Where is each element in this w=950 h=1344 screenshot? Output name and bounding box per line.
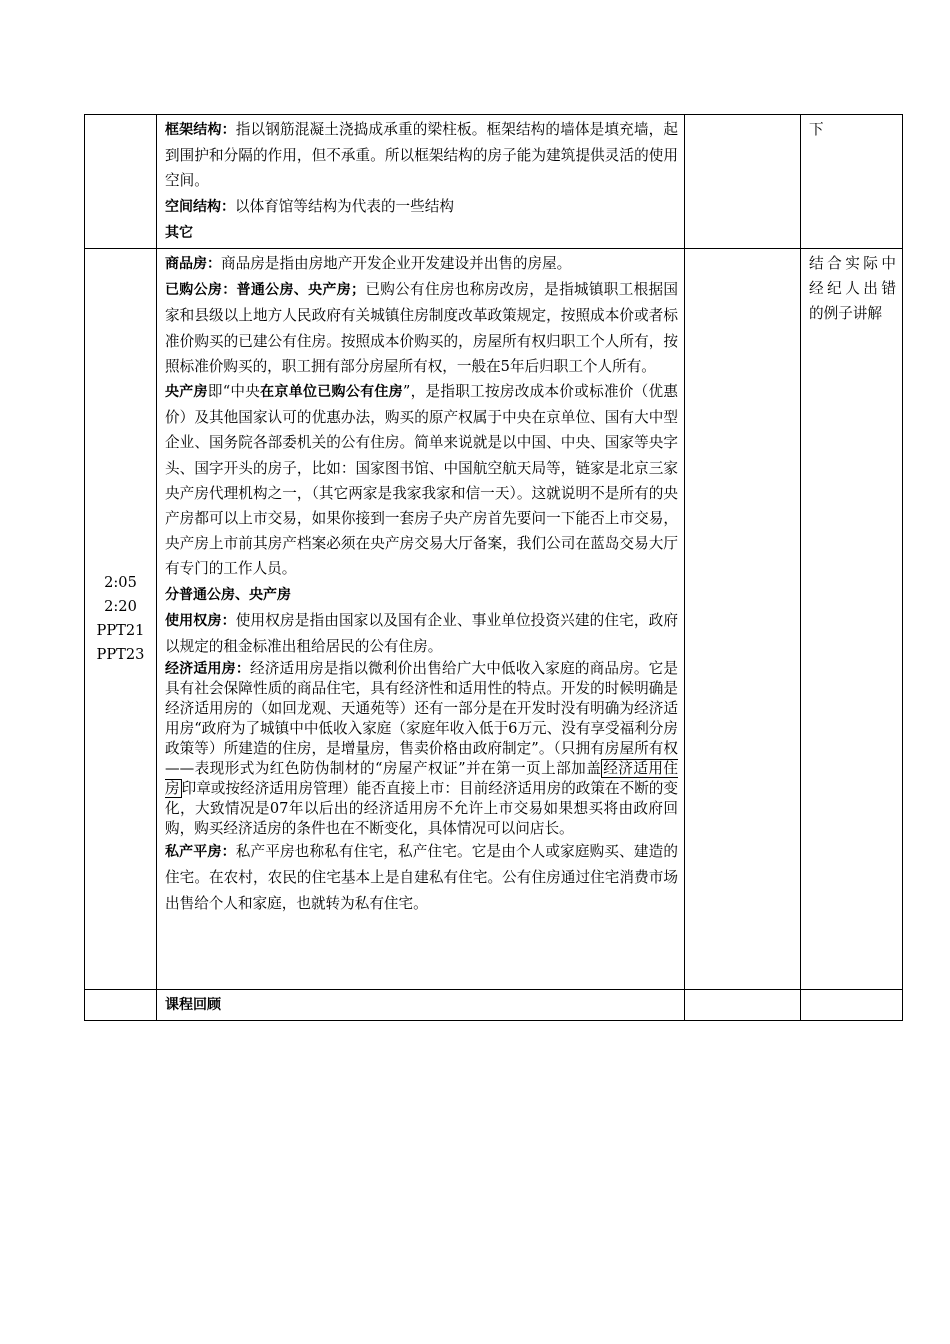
- central-housing-title: 央产房: [165, 384, 208, 401]
- time-cell: [85, 990, 157, 1021]
- use-right-housing-text: 使用权房是指由国家以及国有企业、事业单位投资兴建的住宅，政府以规定的租金标准出租给居民的公有住房。: [165, 611, 678, 656]
- content-cell: [157, 249, 685, 990]
- material-cell: [685, 990, 801, 1021]
- other-title: 其它: [165, 224, 193, 241]
- affordable-housing-text-cont: 印章或按经济适用房管理）能否直接上市：目前经济适用房的政策在不断的变化，大致情况是07年以后出的经济适用房不允许上市交易如果想买将由政府回购，购买经济适房的条件也在不断变化，具体情况可以问店长。: [165, 780, 678, 838]
- content-cell: [157, 115, 685, 249]
- purchased-public-housing-title: 已购公房：普通公房、央产房；: [165, 282, 366, 299]
- commodity-housing-title: 商品房：: [165, 256, 221, 273]
- table-row: [85, 115, 903, 249]
- note-cell: [801, 115, 903, 249]
- split-paragraph: [165, 582, 678, 608]
- central-housing-text: ”，是指职工按房改成本价或标准价（优惠价）及其他国家认可的优惠办法，购买的原产权属于中央在京单位、国有大中型企业、国务院各部委机关的公有住房。简单来说就是以中国、中央、国家等央字头、国字开头的房子，比如：国家图书馆、中国航空航天局等，链家是北京三家央产房代理机构之一，（其它两家是我家我家和信一天）。这就说明不是所有的央产房都可以上市交易，如果你接到一套房子央产房首先要问一下能否上市交易，央产房上市前其房产档案必须在央产房交易大厅备案，我们公司在蓝岛交易大厅有专门的工作人员。: [165, 383, 679, 578]
- commodity-housing-paragraph: [165, 251, 678, 277]
- note-cell: [801, 990, 903, 1021]
- material-cell: [685, 249, 801, 990]
- time-cell: [85, 249, 157, 990]
- affordable-housing-text: 经济适用房是指以微利价出售给广大中低收入家庭的商品房。它是具有社会保障性质的商品住宅，具有经济性和适用性的特点。开发的时候明确是经济适用房的（如回龙观、天通苑等）还有一部分是在开发时没有明确为经济适用房“政府为了城镇中中低收入家庭（家庭年收入低于6万元、没有享受福利分房政策等）所建造的住房，是增量房，售卖价格由政府制定”。（只拥有房屋所有权——表现形式为红色防伪制材的“房屋产权证”并在第一页上部加盖: [165, 660, 679, 778]
- content-cell: [157, 990, 685, 1021]
- private-housing-paragraph: [165, 839, 678, 916]
- use-right-housing-paragraph: [165, 608, 678, 659]
- material-cell: [685, 115, 801, 249]
- ppt-end: PPT23: [96, 646, 145, 664]
- purchased-public-housing-paragraph: [165, 277, 678, 379]
- space-structure-paragraph: [165, 194, 678, 220]
- use-right-housing-title: 使用权房：: [165, 612, 236, 629]
- central-housing-bold-term: 在京单位已购公有住房: [260, 384, 403, 401]
- affordable-housing-stamp-term: 经济适用住房: [165, 760, 678, 798]
- lesson-plan-table: [84, 114, 903, 1021]
- table-row: [85, 990, 903, 1021]
- commodity-housing-text: 商品房是指由房地产开发企业开发建设并出售的房屋。: [221, 255, 572, 273]
- split-title: 分普通公房、央产房: [165, 586, 291, 603]
- frame-structure-text: 指以钢筋混凝土浇捣成承重的梁柱板。框架结构的墙体是填充墙，起到围护和分隔的作用，但不承重。所以框架结构的房子能为建筑提供灵活的使用空间。: [165, 121, 678, 190]
- time-cell: [85, 115, 157, 249]
- other-paragraph: [165, 220, 678, 246]
- note-text: 下: [809, 121, 824, 138]
- review-paragraph: [165, 992, 678, 1018]
- central-housing-text-prefix: 即“中央: [207, 383, 261, 401]
- private-housing-title: 私产平房：: [165, 844, 236, 861]
- frame-structure-paragraph: [165, 117, 678, 194]
- ppt-start: PPT21: [96, 622, 145, 640]
- central-housing-paragraph: [165, 379, 678, 582]
- affordable-housing-title: 经济适用房：: [165, 661, 251, 678]
- space-structure-title: 空间结构：: [165, 198, 235, 215]
- frame-structure-title: 框架结构：: [165, 122, 236, 138]
- purchased-public-housing-text: 已购公有住房也称房改房，是指城镇职工根据国家和县级以上地方人民政府有关城镇住房制度改革政策规定，按照成本价或者标准价购买的已建公有住房。按照成本价购买的，房屋所有权归职工个人所有，按照标准价购买的，职工拥有部分房屋所有权，一般在5年后归职工个人所有。: [165, 281, 678, 375]
- space-structure-text: 以体育馆等结构为代表的一些结构: [235, 197, 454, 215]
- affordable-housing-paragraph: [165, 659, 678, 839]
- note-text: 结合实际中经纪人出错的例子讲解: [809, 255, 896, 323]
- time-end: 2:20: [104, 598, 137, 616]
- table-row: [85, 249, 903, 990]
- review-title: 课程回顾: [165, 997, 221, 1014]
- private-housing-text: 私产平房也称私有住宅，私产住宅。它是由个人或家庭购买、建造的住宅。在农村，农民的住宅基本上是自建私有住宅。公有住房通过住宅消费市场出售给个人和家庭，也就转为私有住宅。: [165, 843, 678, 912]
- note-cell: [801, 249, 903, 990]
- time-start: 2:05: [104, 574, 137, 592]
